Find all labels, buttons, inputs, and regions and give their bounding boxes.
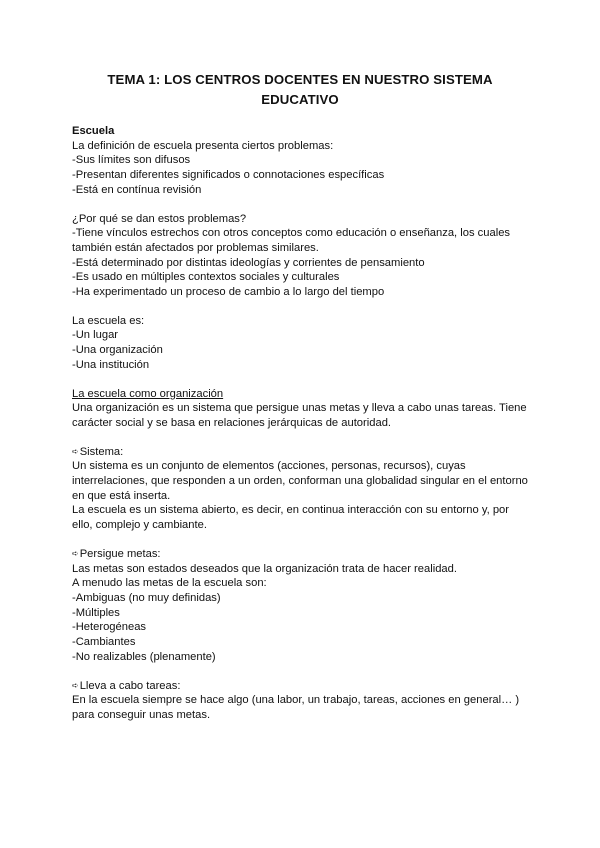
list-item: -Heterogéneas <box>72 621 147 634</box>
paragraph-line: interrelaciones, que responden a un orden, conforman una globalidad singular en el entorno <box>72 475 528 488</box>
paragraph-line: en que está inserta. <box>72 489 171 502</box>
list-item: -No realizables (plenamente) <box>72 650 216 663</box>
section-heading-label: Sistema: <box>79 445 124 458</box>
arrow-bullet-icon: ➪ <box>72 548 79 558</box>
section-escuela <box>72 124 528 198</box>
section-heading-label: Lleva a cabo tareas: <box>79 679 181 692</box>
document-title <box>72 70 528 110</box>
list-item: -Presentan diferentes significados o connotaciones específicas <box>72 169 385 182</box>
list-item: -Múltiples <box>72 606 120 619</box>
paragraph-line: carácter social y se basa en relaciones jerárquicas de autoridad. <box>72 416 392 429</box>
section-la-escuela-es <box>72 314 528 373</box>
section-metas <box>72 547 528 665</box>
list-item: -Una organización <box>72 344 163 357</box>
arrow-bullet-icon: ➪ <box>72 446 79 456</box>
arrow-bullet-icon: ➪ <box>72 680 79 690</box>
paragraph-line: para conseguir unas metas. <box>72 708 211 721</box>
title-line-2: EDUCATIVO <box>261 92 339 107</box>
section-problemas <box>72 212 528 300</box>
paragraph-line: En la escuela siempre se hace algo (una labor, un trabajo, tareas, acciones en general… ) <box>72 694 520 707</box>
section-sistema <box>72 445 528 533</box>
section-heading-metas <box>72 547 528 562</box>
list-item: -Tiene vínculos estrechos con otros conceptos como educación o enseñanza, los cuales <box>72 227 511 240</box>
paragraph-line: Las metas son estados deseados que la organización trata de hacer realidad. <box>72 562 457 575</box>
list-item-continuation: también están afectados por problemas similares. <box>72 241 319 254</box>
section-organizacion <box>72 387 528 431</box>
list-item: -Un lugar <box>72 329 119 342</box>
paragraph-line: ello, complejo y cambiante. <box>72 519 207 532</box>
list-item: -Sus límites son difusos <box>72 154 191 167</box>
paragraph-line: La definición de escuela presenta ciertos problemas: <box>72 139 334 152</box>
section-heading-escuela: Escuela <box>72 125 115 137</box>
list-item: -Está en contínua revisión <box>72 183 202 196</box>
list-item: -Es usado en múltiples contextos sociales y culturales <box>72 271 340 284</box>
title-line-1: TEMA 1: LOS CENTROS DOCENTES EN NUESTRO SISTEMA <box>107 72 493 87</box>
list-item: -Cambiantes <box>72 636 136 649</box>
list-item: -Ha experimentado un proceso de cambio a lo largo del tiempo <box>72 286 385 299</box>
list-item: -Ambiguas (no muy definidas) <box>72 591 221 604</box>
paragraph-line: A menudo las metas de la escuela son: <box>72 577 267 590</box>
list-item: -Está determinado por distintas ideologías y corrientes de pensamiento <box>72 256 425 269</box>
paragraph-line: La escuela es: <box>72 314 145 327</box>
paragraph-line: Una organización es un sistema que persigue unas metas y lleva a cabo unas tareas. Tiene <box>72 402 527 415</box>
list-item: -Una institución <box>72 358 150 371</box>
section-heading-organizacion: La escuela como organización <box>72 387 224 400</box>
paragraph-line: La escuela es un sistema abierto, es decir, en continua interacción con su entorno y, por <box>72 504 509 517</box>
question-line: ¿Por qué se dan estos problemas? <box>72 212 247 225</box>
section-heading-sistema <box>72 445 528 460</box>
section-tareas <box>72 679 528 723</box>
paragraph-line: Un sistema es un conjunto de elementos (acciones, personas, recursos), cuyas <box>72 460 466 473</box>
section-heading-tareas <box>72 679 528 694</box>
section-heading-label: Persigue metas: <box>79 547 161 560</box>
